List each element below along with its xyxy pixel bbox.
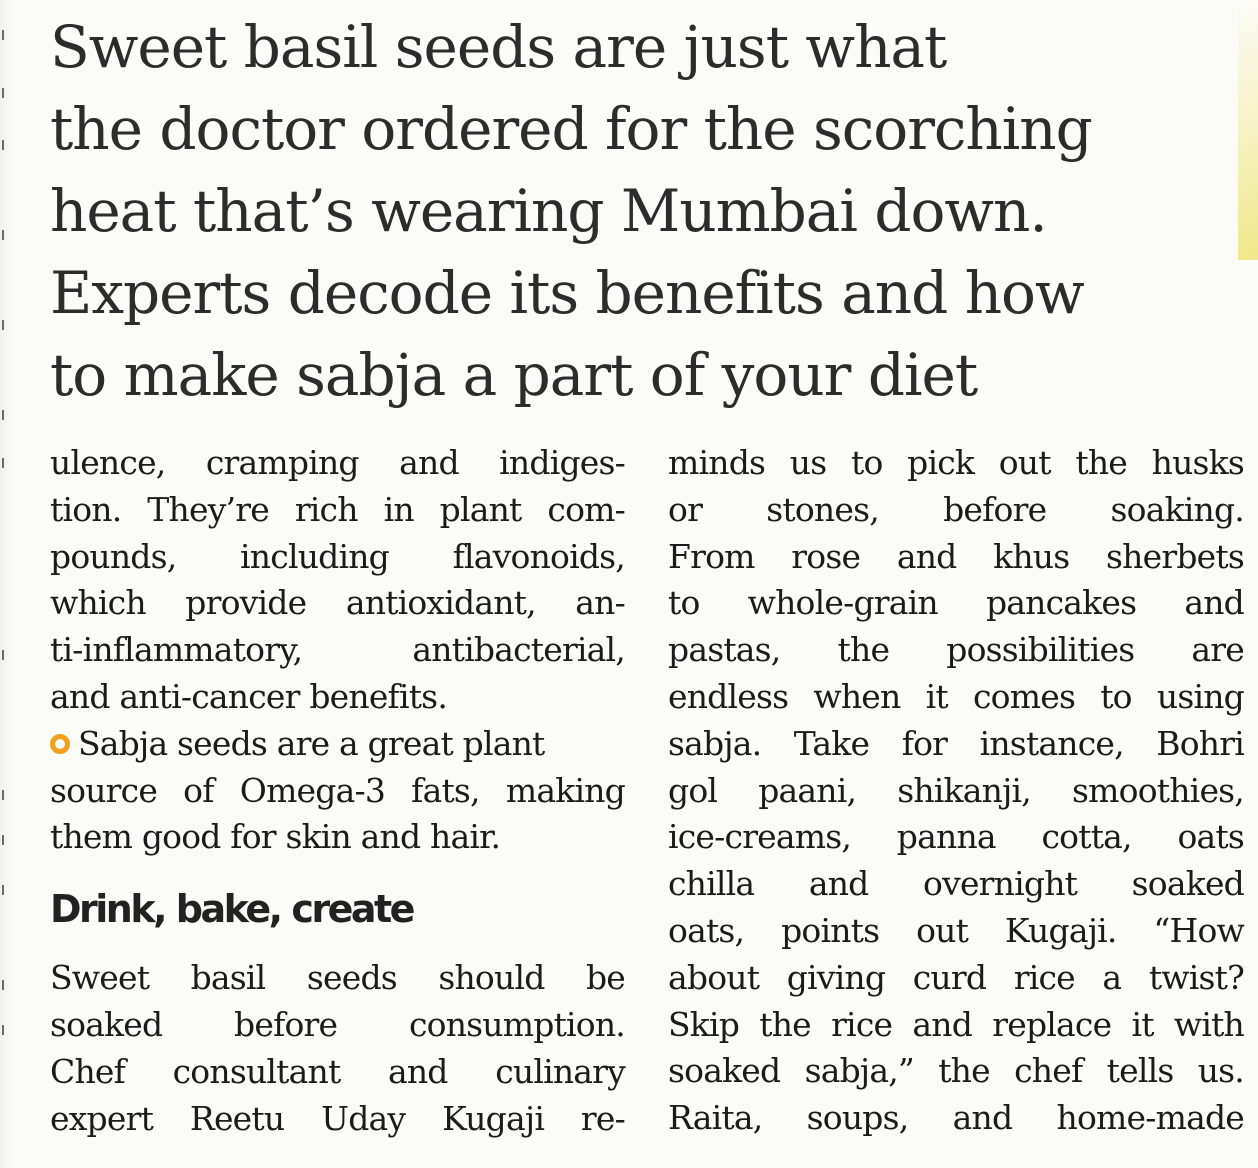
section-subhead: Drink, bake, create <box>50 887 413 932</box>
body-line: soaked before consumption. <box>50 1004 625 1044</box>
edge-mark <box>2 410 11 420</box>
body-line: sabja. Take for instance, Bohri <box>668 723 1244 763</box>
edge-mark <box>2 650 11 660</box>
edge-mark <box>2 140 11 150</box>
body-line: From rose and khus sherbets <box>668 536 1244 576</box>
edge-mark <box>2 980 11 990</box>
right-column <box>668 440 1244 1142</box>
body-line: soaked sabja,” the chef tells us. <box>668 1051 1244 1091</box>
adjacent-image-edge <box>1238 0 1258 260</box>
edge-mark <box>2 88 11 98</box>
body-line: Chef consultant and culinary <box>50 1051 625 1091</box>
body-line: oats, points out Kugaji. “How <box>668 910 1244 950</box>
body-line: to whole-grain pancakes and <box>668 583 1244 623</box>
headline-line: Sweet basil seeds are just what <box>50 13 947 81</box>
edge-mark <box>2 320 11 330</box>
edge-mark <box>2 30 11 40</box>
headline-line: heat that’s wearing Mumbai down. <box>50 177 1047 245</box>
headline-line: Experts decode its benefits and how <box>50 259 1084 327</box>
body-line: ti-inflammatory, antibacterial, <box>50 630 625 670</box>
body-line: ulence, cramping and indiges- <box>50 443 625 482</box>
edge-mark <box>2 835 11 845</box>
headline-line: the doctor ordered for the scorching <box>50 95 1092 163</box>
edge-mark <box>2 230 11 240</box>
adjacent-column-edge <box>0 0 14 1168</box>
left-column <box>50 440 625 1142</box>
body-line: source of Omega-3 fats, making <box>50 770 625 810</box>
body-line: endless when it comes to using <box>668 676 1244 716</box>
body-line: Sabja seeds are a great plant <box>78 723 545 763</box>
body-line: Skip the rice and replace it with <box>668 1004 1244 1044</box>
headline-line: to make sabja a part of your diet <box>50 341 978 409</box>
body-line: minds us to pick out the husks <box>668 443 1244 482</box>
body-line: pounds, including flavonoids, <box>50 536 625 576</box>
body-line: them good for skin and hair. <box>50 817 501 857</box>
body-line: ice-creams, panna cotta, oats <box>668 817 1244 857</box>
body-line: and anti-cancer benefits. <box>50 676 448 716</box>
headline <box>50 6 1230 416</box>
orange-ring-bullet-icon <box>50 734 70 754</box>
bullet-paragraph-first-line <box>50 721 625 768</box>
edge-mark <box>2 885 11 895</box>
body-line: or stones, before soaking. <box>668 489 1244 529</box>
body-line: about giving curd rice a twist? <box>668 957 1244 997</box>
body-line: expert Reetu Uday Kugaji re- <box>50 1098 625 1138</box>
body-line: pastas, the possibilities are <box>668 630 1244 670</box>
edge-mark <box>2 458 11 468</box>
body-line: Raita, soups, and home-made <box>668 1098 1244 1138</box>
body-line: tion. They’re rich in plant com- <box>50 489 625 529</box>
body-line: gol paani, shikanji, smoothies, <box>668 770 1244 810</box>
body-line: chilla and overnight soaked <box>668 864 1244 904</box>
edge-mark <box>2 790 11 800</box>
edge-mark <box>2 1025 11 1035</box>
body-line: Sweet basil seeds should be <box>50 958 625 998</box>
body-line: which provide antioxidant, an- <box>50 583 625 623</box>
